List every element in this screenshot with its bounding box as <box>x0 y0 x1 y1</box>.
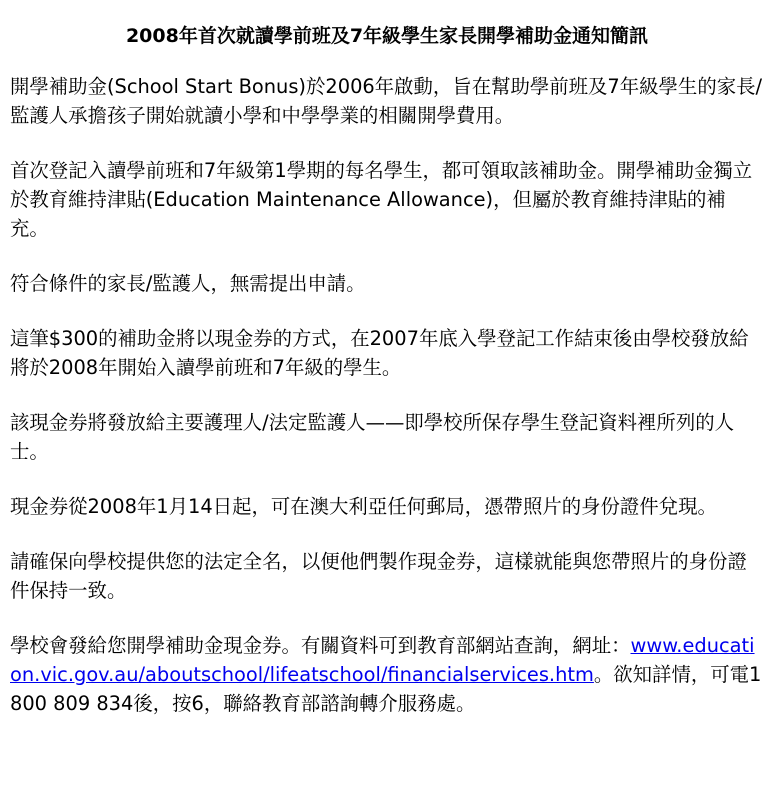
paragraph-payment: 這筆$300的補助金將以現金券的方式，在2007年底入學登記工作結束後由學校發放給將於2008年開始入讀學前班和7年級的學生。 <box>10 327 749 379</box>
paragraph-redemption: 現金券從2008年1月14日起，可在澳大利亞任何郵局，憑帶照片的身份證件兌現。 <box>10 495 717 518</box>
contact-text-before-link: 學校會發給您開學補助金現金券。有關資料可到教育部網站查詢，網址： <box>10 634 631 657</box>
document-title: 2008年首次就讀學前班及7年級學生家長開學補助金通知簡訊 <box>125 25 649 47</box>
education-website-link[interactable]: www.education.vic.gov.au/aboutschool/lifeatschool/financialservices.htm <box>10 634 755 686</box>
paragraph-eligibility: 首次登記入讀學前班和7年級第1學期的每名學生，都可領取該補助金。開學補助金獨立於教育維持津貼(Education Maintenance Allowance)，但屬於教育維持津貼的補充。 <box>10 159 753 240</box>
paragraph-intro: 開學補助金(School Start Bonus)於2006年啟動，旨在幫助學前班及7年級學生的家長/監護人承擔孩子開始就讀小學和中學學業的相關開學費用。 <box>10 75 763 127</box>
paragraph-recipient: 該現金券將發放給主要護理人/法定監護人——即學校所保存學生登記資料裡所列的人士。 <box>10 411 734 463</box>
paragraph-no-application: 符合條件的家長/監護人，無需提出申請。 <box>10 272 366 295</box>
document-body <box>10 72 764 718</box>
paragraph-legal-name: 請確保向學校提供您的法定全名，以便他們製作現金券，這樣就能與您帶照片的身份證件保持一致。 <box>10 550 747 602</box>
contact-text-after-link: 。欲知詳情，可電1800 809 834後，按6，聯絡教育部諮詢轉介服務處。 <box>10 663 762 715</box>
paragraph-contact <box>10 631 764 718</box>
